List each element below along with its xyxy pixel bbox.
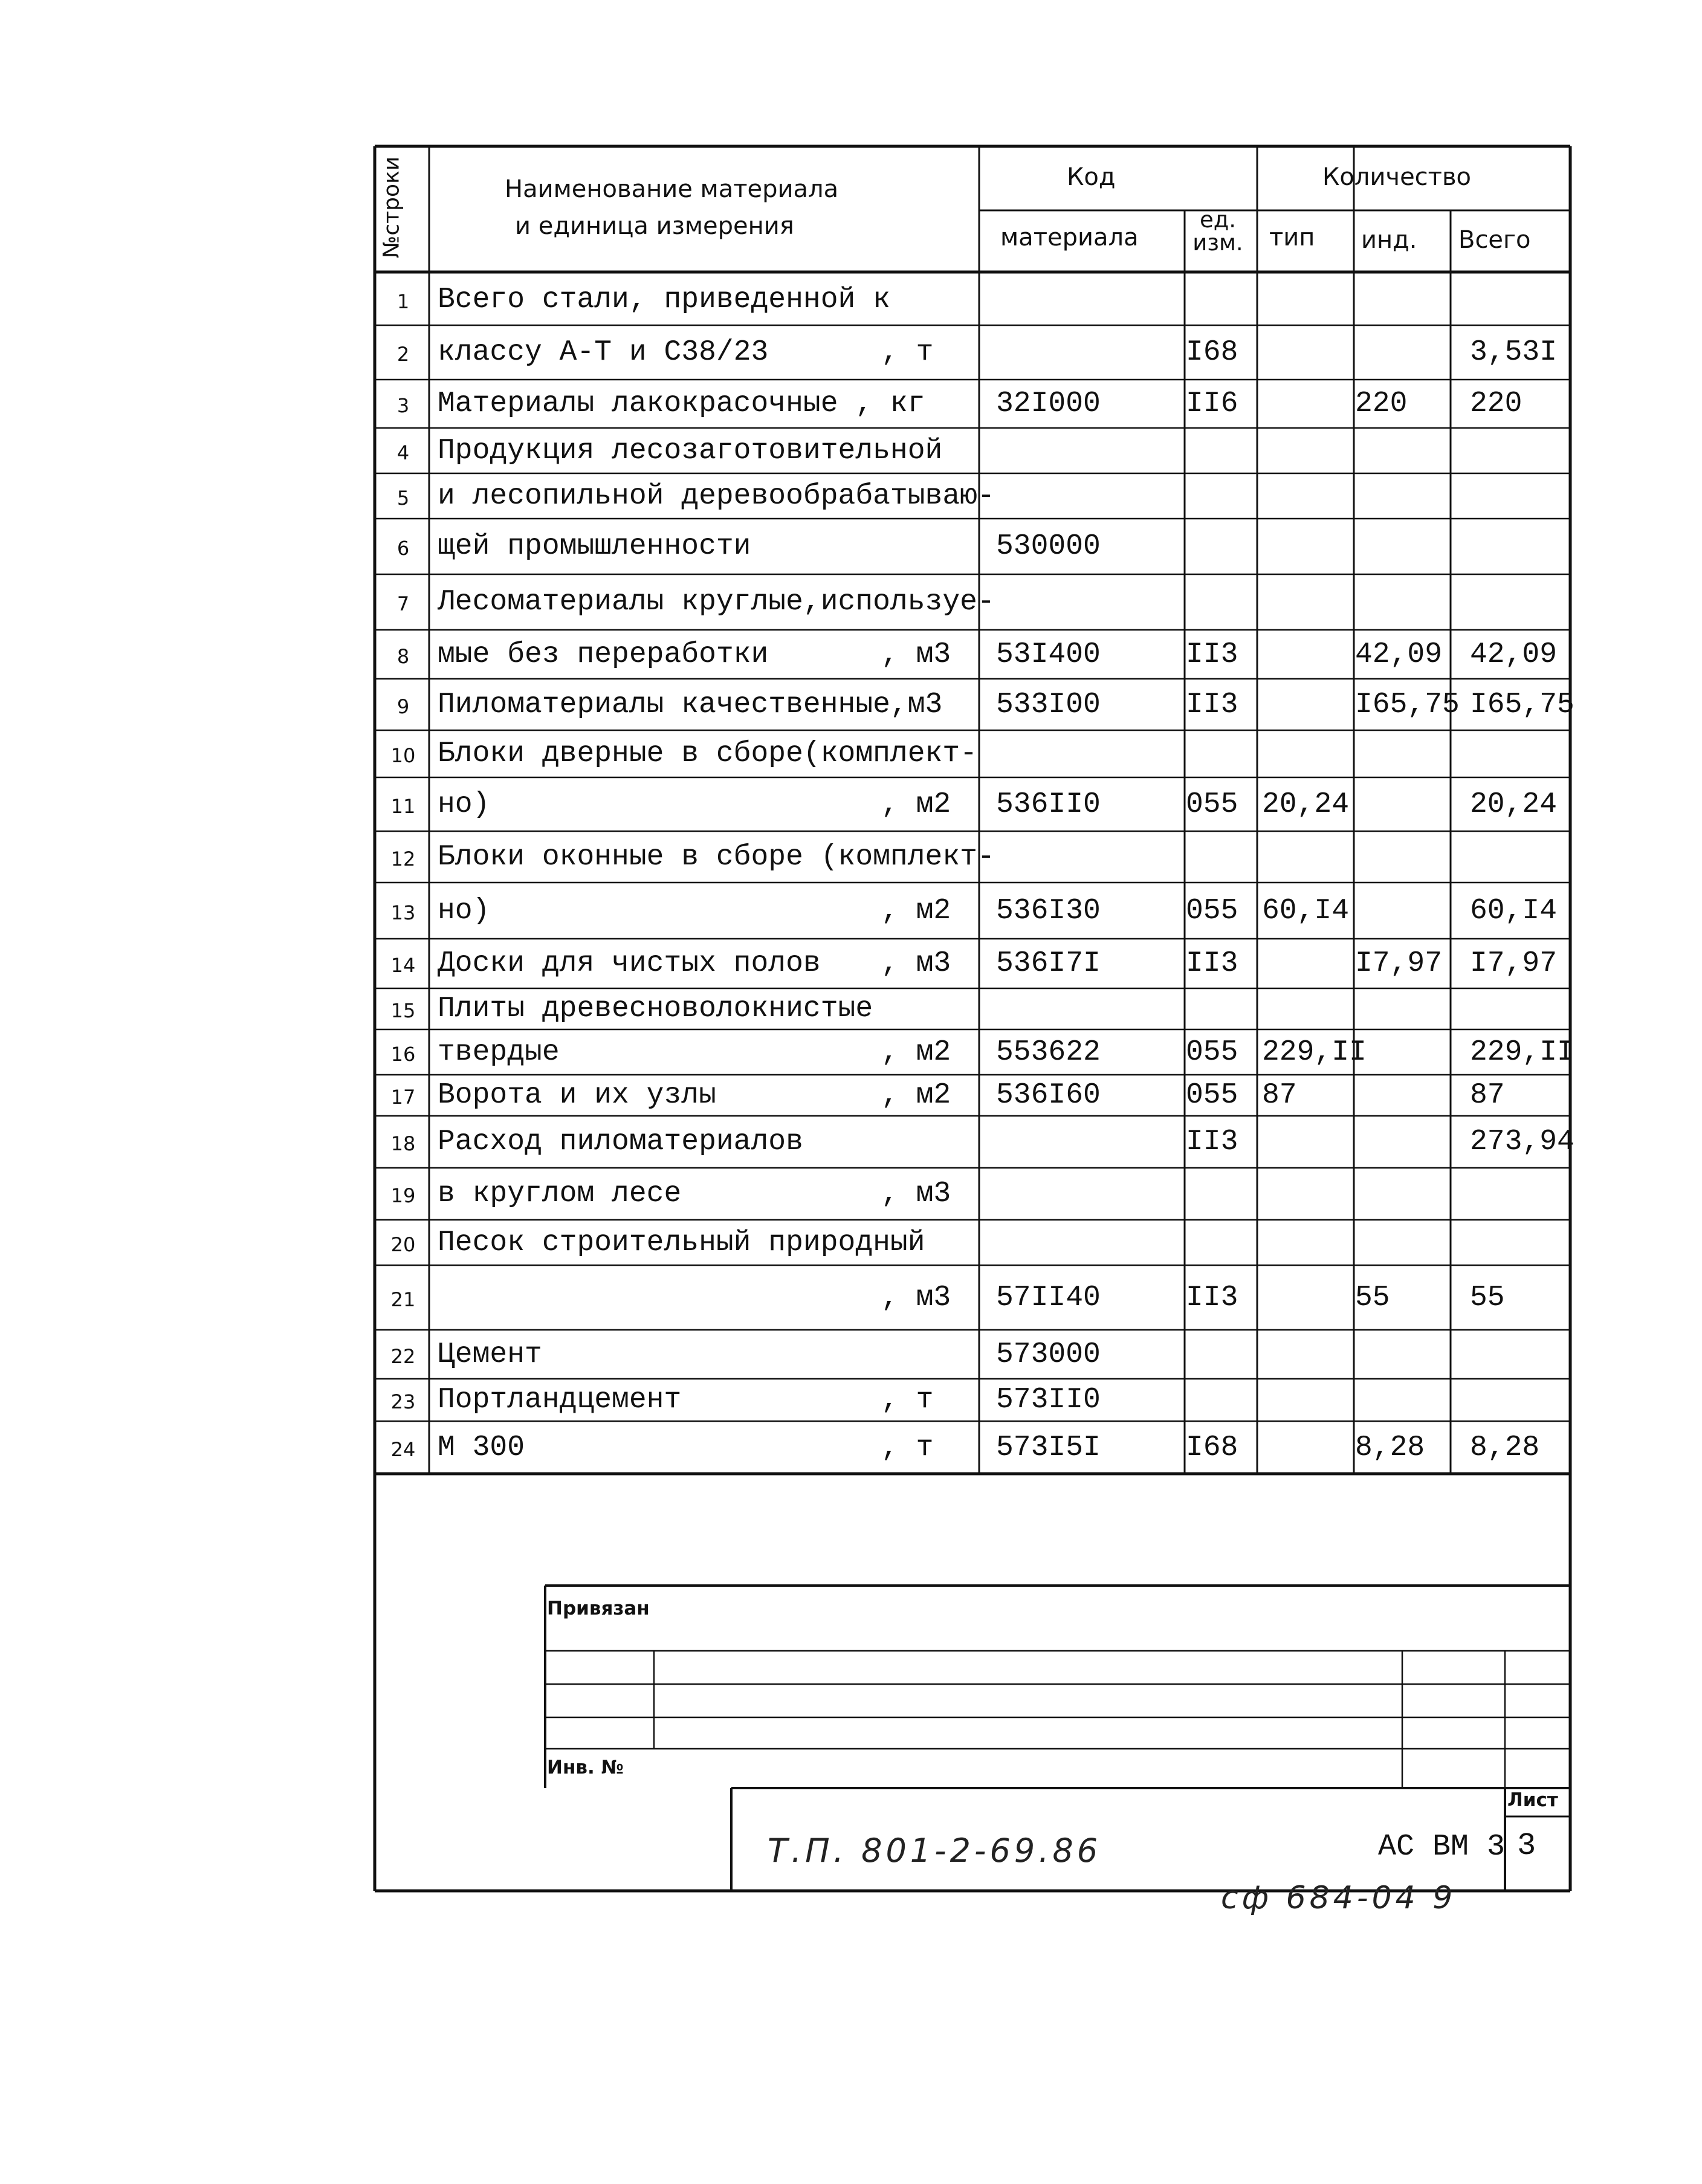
unit-code: II3 <box>1186 1281 1238 1314</box>
total-quantity: 3,53I <box>1470 336 1558 369</box>
material-name: М 300 <box>438 1431 525 1464</box>
row-number: 10 <box>390 744 416 767</box>
inventory-number-label: Инв. № <box>547 1757 624 1778</box>
row-number: 2 <box>396 343 410 366</box>
unit-code: 055 <box>1186 894 1238 927</box>
project-reference: Т.П. 801-2-69.86 <box>768 1832 1102 1870</box>
material-name: твердые <box>438 1035 560 1069</box>
sheet-number: 3 <box>1517 1828 1536 1864</box>
individual-quantity: 42,09 <box>1355 638 1443 671</box>
row-number: 12 <box>390 847 416 870</box>
total-quantity: 220 <box>1470 387 1522 420</box>
unit-suffix: , м2 <box>881 1035 951 1069</box>
material-code: 533I00 <box>996 688 1101 721</box>
ind-qty-header: инд. <box>1361 226 1417 254</box>
material-code-header: материала <box>1000 224 1139 251</box>
material-code: 530000 <box>996 530 1101 563</box>
material-code: 536I60 <box>996 1079 1101 1112</box>
total-quantity: 60,I4 <box>1470 894 1558 927</box>
row-number: 5 <box>396 486 410 510</box>
material-code: 573I5I <box>996 1431 1101 1464</box>
type-qty-header: тип <box>1269 224 1315 251</box>
row-number: 13 <box>390 901 416 924</box>
material-name: Лесоматериалы круглые,используе- <box>438 586 995 618</box>
row-number-header-label: №строки <box>379 156 404 259</box>
unit-suffix: , т <box>881 1384 934 1416</box>
individual-quantity: I65,75 <box>1355 688 1460 721</box>
row-number: 19 <box>390 1184 416 1207</box>
row-number: 1 <box>396 290 410 313</box>
type-quantity: 229,II <box>1262 1035 1367 1069</box>
material-code: 536I30 <box>996 894 1101 927</box>
unit-suffix: , м3 <box>881 947 951 980</box>
material-code: 536II0 <box>996 788 1101 821</box>
row-number: 18 <box>390 1132 416 1155</box>
total-quantity: I65,75 <box>1470 688 1574 721</box>
material-name: Блоки дверные в сборе(комплект- <box>438 737 977 770</box>
row-number: 11 <box>390 794 416 818</box>
material-name: Цемент <box>438 1338 542 1371</box>
individual-quantity: 8,28 <box>1355 1431 1425 1464</box>
unit-suffix: , м3 <box>881 1281 951 1314</box>
linked-label: Привязан <box>547 1598 650 1619</box>
material-name: и лесопильной деревообрабатываю- <box>438 479 995 513</box>
total-quantity: 87 <box>1470 1079 1505 1112</box>
row-number: 4 <box>396 441 410 464</box>
material-name: но) <box>438 894 490 927</box>
unit-code: II6 <box>1186 387 1238 420</box>
unit-code: II3 <box>1186 947 1238 980</box>
type-quantity: 87 <box>1262 1079 1297 1112</box>
quantity-group-header: Количество <box>1322 163 1472 191</box>
row-number: 7 <box>396 592 410 615</box>
row-number: 8 <box>396 644 410 668</box>
row-number: 22 <box>390 1344 416 1368</box>
row-number: 20 <box>390 1233 416 1256</box>
individual-quantity: I7,97 <box>1355 947 1443 980</box>
material-name: Песок строительный природный <box>438 1226 925 1259</box>
material-name: мые без переработки <box>438 638 769 671</box>
material-code: 573000 <box>996 1338 1101 1371</box>
unit-suffix: , м2 <box>881 788 951 821</box>
material-name: классу А-Т и С38/23 <box>438 336 769 369</box>
row-number-header <box>366 144 417 271</box>
material-code: 57II40 <box>996 1281 1101 1314</box>
row-number: 9 <box>396 695 410 718</box>
material-name: в круглом лесе <box>438 1178 682 1210</box>
unit-code: 055 <box>1186 1035 1238 1069</box>
row-number: 24 <box>390 1437 416 1461</box>
material-name: Продукция лесозаготовительной <box>438 434 943 467</box>
material-name: Портландцемент <box>438 1384 682 1416</box>
unit-code: 055 <box>1186 1079 1238 1112</box>
material-name: но) <box>438 788 490 821</box>
name-header-line2: и единица измерения <box>515 212 794 240</box>
code-group-header: Код <box>1067 163 1116 191</box>
total-quantity: 42,09 <box>1470 638 1558 671</box>
total-quantity: 20,24 <box>1470 788 1558 821</box>
unit-code: I68 <box>1186 1431 1238 1464</box>
type-quantity: 60,I4 <box>1262 894 1350 927</box>
document-sheet <box>375 144 1574 1891</box>
unit-code: II3 <box>1186 638 1238 671</box>
individual-quantity: 220 <box>1355 387 1408 420</box>
total-quantity: 55 <box>1470 1281 1505 1314</box>
total-quantity: 229,II <box>1470 1035 1574 1069</box>
total-qty-header: Всего <box>1458 226 1531 254</box>
material-name: Ворота и их узлы <box>438 1079 716 1112</box>
name-header-line1: Наименование материала <box>505 175 839 203</box>
row-number: 6 <box>396 537 410 560</box>
row-number: 16 <box>390 1042 416 1066</box>
material-name: Доски для чистых полов <box>438 947 821 980</box>
material-name: Расход пиломатериалов <box>438 1126 803 1158</box>
unit-suffix: , м3 <box>881 1178 951 1210</box>
material-name: Блоки оконные в сборе (комплект- <box>438 840 995 873</box>
material-name: Плиты древесноволокнистые <box>438 993 873 1025</box>
material-code: 32I000 <box>996 387 1101 420</box>
total-quantity: 8,28 <box>1470 1431 1540 1464</box>
total-quantity: 273,94 <box>1470 1126 1574 1158</box>
total-quantity: I7,97 <box>1470 947 1558 980</box>
material-name: Всего стали, приведенной к <box>438 283 890 316</box>
unit-suffix: , т <box>881 1431 934 1464</box>
material-code: 573II0 <box>996 1384 1101 1416</box>
row-number: 17 <box>390 1086 416 1109</box>
row-number: 23 <box>390 1390 416 1413</box>
row-number: 15 <box>390 999 416 1022</box>
unit-code: II3 <box>1186 1126 1238 1158</box>
unit-code-header: ед. изм. <box>1192 207 1243 256</box>
material-code: 553622 <box>996 1035 1101 1069</box>
unit-code: II3 <box>1186 688 1238 721</box>
unit-suffix: , т <box>881 336 934 369</box>
material-code: 536I7I <box>996 947 1101 980</box>
unit-suffix: , м2 <box>881 1079 951 1112</box>
handwritten-archive-note: сф 684-04 9 <box>1221 1880 1457 1916</box>
unit-code: 055 <box>1186 788 1238 821</box>
material-code: 53I400 <box>996 638 1101 671</box>
row-number: 21 <box>390 1288 416 1311</box>
material-name: щей промышленности <box>438 530 751 563</box>
type-quantity: 20,24 <box>1262 788 1350 821</box>
unit-suffix: , м2 <box>881 894 951 927</box>
unit-suffix: , м3 <box>881 638 951 671</box>
row-number: 14 <box>390 954 416 977</box>
material-name: Материалы лакокрасочные , кг <box>438 387 925 420</box>
material-name: Пиломатериалы качественные,м3 <box>438 688 943 721</box>
row-number: 3 <box>396 394 410 417</box>
individual-quantity: 55 <box>1355 1281 1390 1314</box>
sheet-label: Лист <box>1507 1789 1558 1811</box>
unit-code: I68 <box>1186 336 1238 369</box>
document-code: АС ВМ 3 <box>1378 1830 1506 1864</box>
